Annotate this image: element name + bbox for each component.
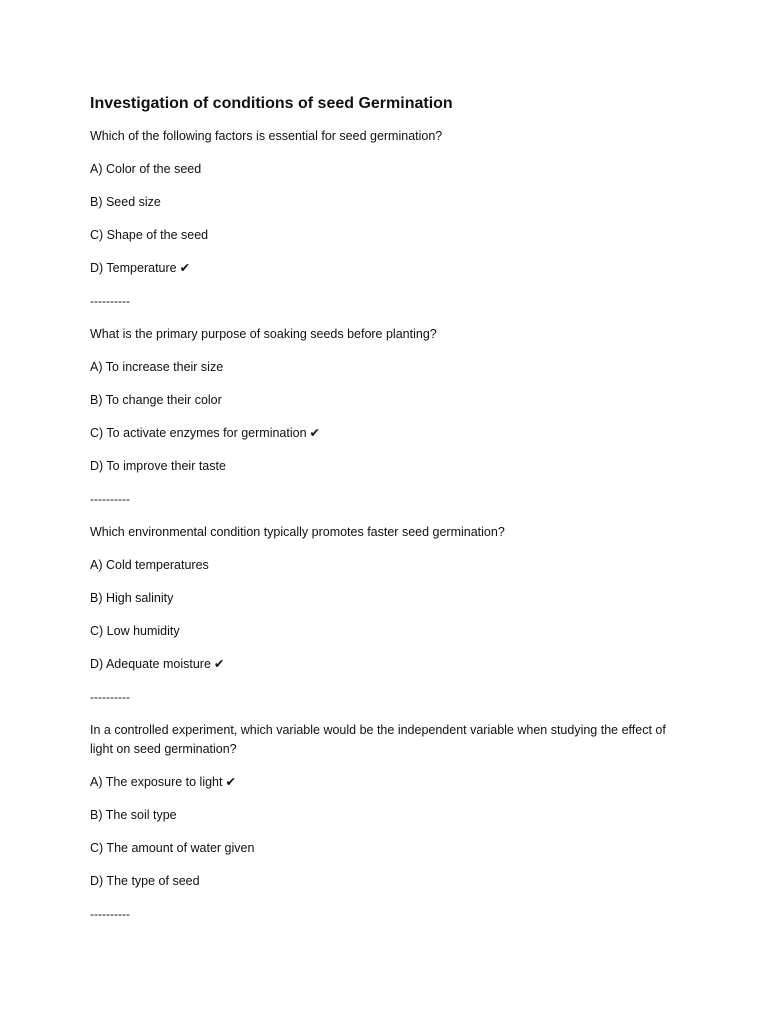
option-label: B) Seed size (90, 195, 161, 209)
answer-option (90, 589, 680, 608)
document-title: Investigation of conditions of seed Germination (90, 95, 453, 112)
question-text: Which environmental condition typically promotes faster seed germination? (90, 525, 505, 539)
question-block (90, 721, 680, 924)
option-label: C) Shape of the seed (90, 228, 209, 242)
option-label: C) The amount of water given (90, 841, 255, 855)
answer-option-correct (90, 424, 680, 443)
check-mark-icon: ✔ (179, 261, 191, 275)
answer-option-correct (90, 773, 680, 792)
separator: ---------- (90, 690, 130, 704)
option-label: D) To improve their taste (90, 459, 226, 473)
answer-option (90, 839, 680, 858)
option-label: A) The exposure to light (90, 775, 223, 789)
separator: ---------- (90, 492, 130, 506)
answer-option-correct (90, 259, 680, 278)
question-text: What is the primary purpose of soaking seeds before planting? (90, 327, 437, 341)
separator: ---------- (90, 294, 130, 308)
option-label: D) Temperature (90, 261, 177, 275)
document-page (90, 93, 680, 938)
question-block (90, 127, 680, 311)
check-mark-icon: ✔ (213, 657, 225, 671)
answer-option (90, 622, 680, 641)
option-label: A) Color of the seed (90, 162, 202, 176)
question-block (90, 523, 680, 707)
check-mark-icon: ✔ (225, 775, 236, 789)
answer-option (90, 806, 680, 825)
option-label: A) Cold temperatures (90, 558, 209, 572)
answer-option (90, 556, 680, 575)
answer-option-correct (90, 655, 680, 674)
answer-option (90, 193, 680, 212)
answer-option (90, 358, 680, 377)
option-label: C) To activate enzymes for germination (90, 426, 307, 440)
option-label: C) Low humidity (90, 624, 180, 638)
option-label: B) To change their color (90, 393, 222, 407)
answer-option (90, 391, 680, 410)
option-label: B) High salinity (90, 591, 174, 605)
question-block (90, 325, 680, 509)
option-label: D) Adequate moisture (90, 657, 211, 671)
answer-option (90, 457, 680, 476)
option-label: B) The soil type (90, 808, 177, 822)
check-mark-icon: ✔ (309, 426, 321, 440)
option-label: D) The type of seed (90, 874, 200, 888)
answer-option (90, 872, 680, 891)
option-label: A) To increase their size (90, 360, 224, 374)
answer-option (90, 226, 680, 245)
question-text: In a controlled experiment, which variable would be the independent variable when studying the effect of light on seed germination? (90, 723, 666, 756)
separator: ---------- (90, 907, 130, 921)
question-text: Which of the following factors is essential for seed germination? (90, 129, 443, 143)
answer-option (90, 160, 680, 179)
